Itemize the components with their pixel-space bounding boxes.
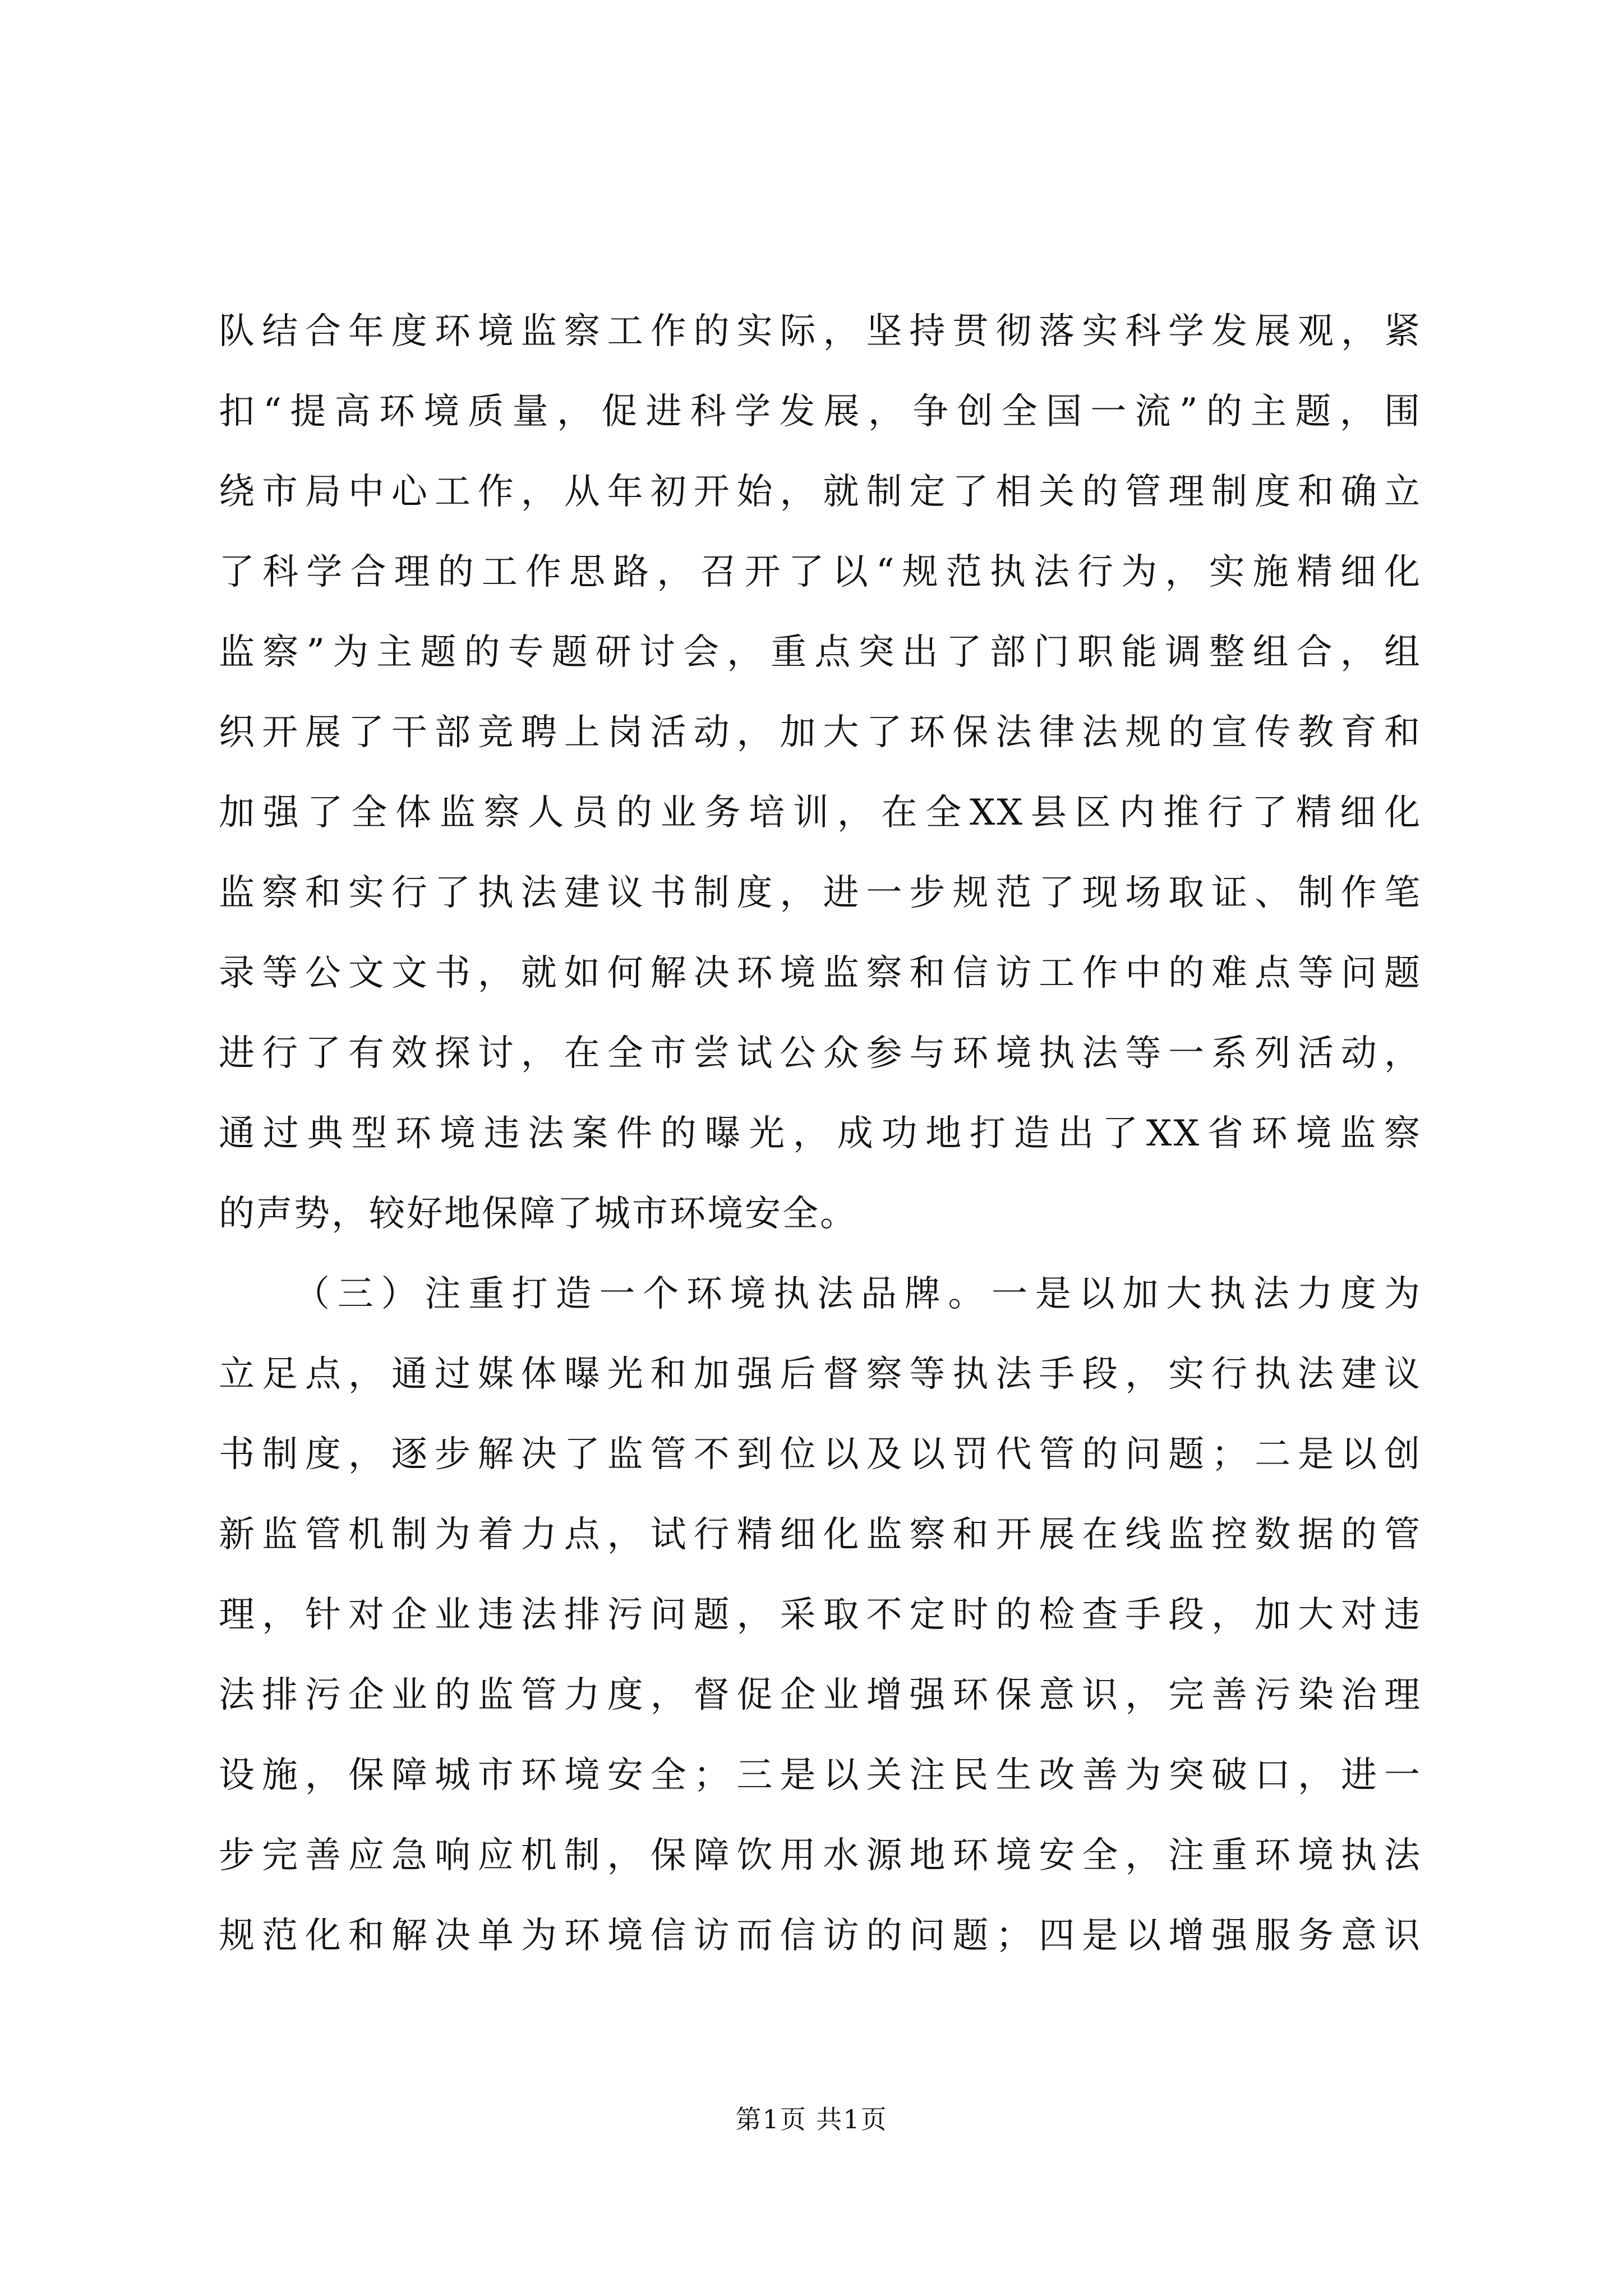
text-line: 步完善应急响应机制，保障饮用水源地环境安全，注重环境执法 <box>219 1835 1422 1876</box>
text-line: 法排污企业的监管力度，督促企业增强环保意识，完善污染治理 <box>219 1674 1422 1716</box>
text-line: 通过典型环境违法案件的曝光，成功地打造出了XX省环境监察 <box>219 1113 1422 1154</box>
paragraph-2 <box>219 1254 1422 1976</box>
paragraph-1 <box>219 292 1422 1254</box>
text-line: 织开展了干部竞聘上岗活动，加大了环保法律法规的宣传教育和 <box>219 712 1422 753</box>
text-line: 扣“提高环境质量，促进科学发展，争创全国一流”的主题，围 <box>219 391 1422 432</box>
text-line: 了科学合理的工作思路，召开了以“规范执法行为，实施精细化 <box>219 551 1422 593</box>
text-line: 监察和实行了执法建议书制度，进一步规范了现场取证、制作笔 <box>219 872 1422 914</box>
page-footer <box>0 2102 1623 2136</box>
text-line: 录等公文文书，就如何解决环境监察和信访工作中的难点等问题 <box>219 953 1422 994</box>
text-line: （三）注重打造一个环境执法品牌。一是以加大执法力度为 <box>294 1273 1422 1315</box>
text-line: 设施，保障城市环境安全；三是以关注民生改善为突破口，进一 <box>219 1755 1422 1796</box>
text-line: 加强了全体监察人员的业务培训，在全XX县区内推行了精细化 <box>219 792 1422 834</box>
text-line: 新监管机制为着力点，试行精细化监察和开展在线监控数据的管 <box>219 1514 1422 1556</box>
text-line: 书制度，逐步解决了监管不到位以及以罚代管的问题；二是以创 <box>219 1434 1422 1475</box>
text-line: 规范化和解决单为环境信访而信访的问题；四是以增强服务意识 <box>219 1915 1422 1957</box>
text-line: 绕市局中心工作，从年初开始，就制定了相关的管理制度和确立 <box>219 471 1422 513</box>
text-line: 队结合年度环境监察工作的实际，坚持贯彻落实科学发展观，紧 <box>219 311 1422 352</box>
page-number: 第1页 共1页 <box>735 2104 888 2134</box>
text-line: 监察”为主题的专题研讨会，重点突出了部门职能调整组合，组 <box>219 632 1422 673</box>
text-line: 理，针对企业违法排污问题，采取不定时的检查手段，加大对违 <box>219 1594 1422 1636</box>
text-line: 的声势，较好地保障了城市环境安全。 <box>219 1193 857 1235</box>
text-line: 进行了有效探讨，在全市尝试公众参与环境执法等一系列活动， <box>219 1033 1422 1074</box>
document-body <box>219 292 1422 1976</box>
text-line: 立足点，通过媒体曝光和加强后督察等执法手段，实行执法建议 <box>219 1354 1422 1395</box>
